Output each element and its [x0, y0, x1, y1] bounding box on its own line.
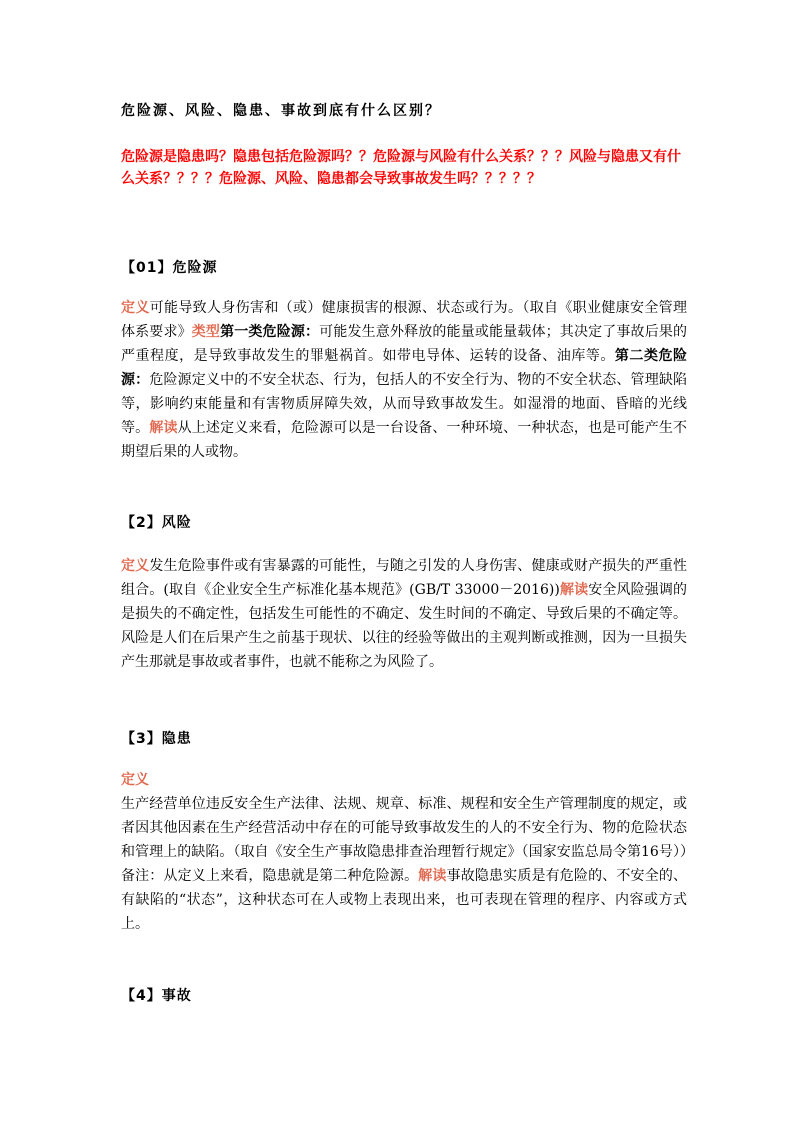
category-one-text: 可能发生意外释放的能量或能量载体；其决定了事故后果的严重程度，是导致事故发生的罪魁祸首。如带电导体、运转的设备、油库等。 — [121, 324, 688, 364]
section-body-hazard-source — [121, 296, 687, 464]
question-list: 危险源是隐患吗？隐患包括危险源吗？？危险源与风险有什么关系？？？风险与隐患又有什么关系？？？？危险源、风险、隐患都会导致事故发生吗？？？？？ — [121, 149, 681, 187]
definition-label: 定义 — [121, 772, 149, 788]
category-one-label: 第一类危险源： — [220, 324, 320, 340]
section-heading-hazard-source: 【01】危险源 — [121, 260, 218, 276]
interpretation-text: 从上述定义来看，危险源可以是一台设备、一种环境、一种状态，也是可能产生不期望后果的人或物。 — [121, 420, 688, 460]
section-heading-hidden-danger: 【3】隐患 — [121, 731, 192, 747]
interpretation-label: 解读 — [418, 868, 447, 884]
definition-label: 定义 — [121, 558, 150, 574]
definition-text: 发生危险事件或有害暴露的可能性，与随之引发的人身伤害、健康或财产损失的严重性组合。(取自《企业安全生产标准化基本规范》(GB/T 33000－2016)) — [121, 558, 688, 598]
interpretation-label: 解读 — [149, 420, 178, 436]
section-heading-risk: 【2】风险 — [121, 515, 192, 531]
interpretation-label: 解读 — [559, 582, 589, 598]
interpretation-text: 安全风险强调的是损失的不确定性，包括发生可能性的不确定、发生时间的不确定、导致后果的不确定等。风险是人们在后果产生之前基于现状、以往的经验等做出的主观判断或推测，因为一旦损失产生那就是事故或者事件，也就不能称之为风险了。 — [121, 582, 687, 670]
section-heading-accident: 【4】事故 — [121, 988, 192, 1004]
definition-text: 可能导致人身伤害和（或）健康损害的根源、状态或行为。（取自《职业健康安全管理体系要求》 — [121, 300, 688, 340]
definition-label: 定义 — [121, 300, 150, 316]
category-two-text: 危险源定义中的不安全状态、行为，包括人的不安全行为、物的不安全状态、管理缺陷等，影响约束能量和有害物质屏障失效，从而导致事故发生。如湿滑的地面、昏暗的光线等。 — [121, 372, 688, 436]
section-body-hidden-danger — [121, 768, 687, 936]
section-body-risk — [121, 554, 687, 674]
page-title: 危险源、风险、隐患、事故到底有什么区别？ — [121, 103, 441, 119]
interpretation-text: 事故隐患实质是有危险的、不安全的、有缺陷的“状态”，这种状态可在人或物上表现出来，也可表现在管理的程序、内容或方式上。 — [121, 868, 688, 932]
definition-text: 生产经营单位违反安全生产法律、法规、规章、标准、规程和安全生产管理制度的规定，或者因其他因素在生产经营活动中存在的可能导致事故发生的人的不安全行为、物的危险状态和管理上的缺陷。（取自《安全生产事故隐患排查治理暂行规定》（国家安监总局令第16号））备注：从定义上来看，隐患就是第二种危险源。 — [121, 796, 687, 884]
type-label: 类型 — [191, 324, 221, 340]
category-two-label: 第二类危险源： — [121, 348, 688, 388]
